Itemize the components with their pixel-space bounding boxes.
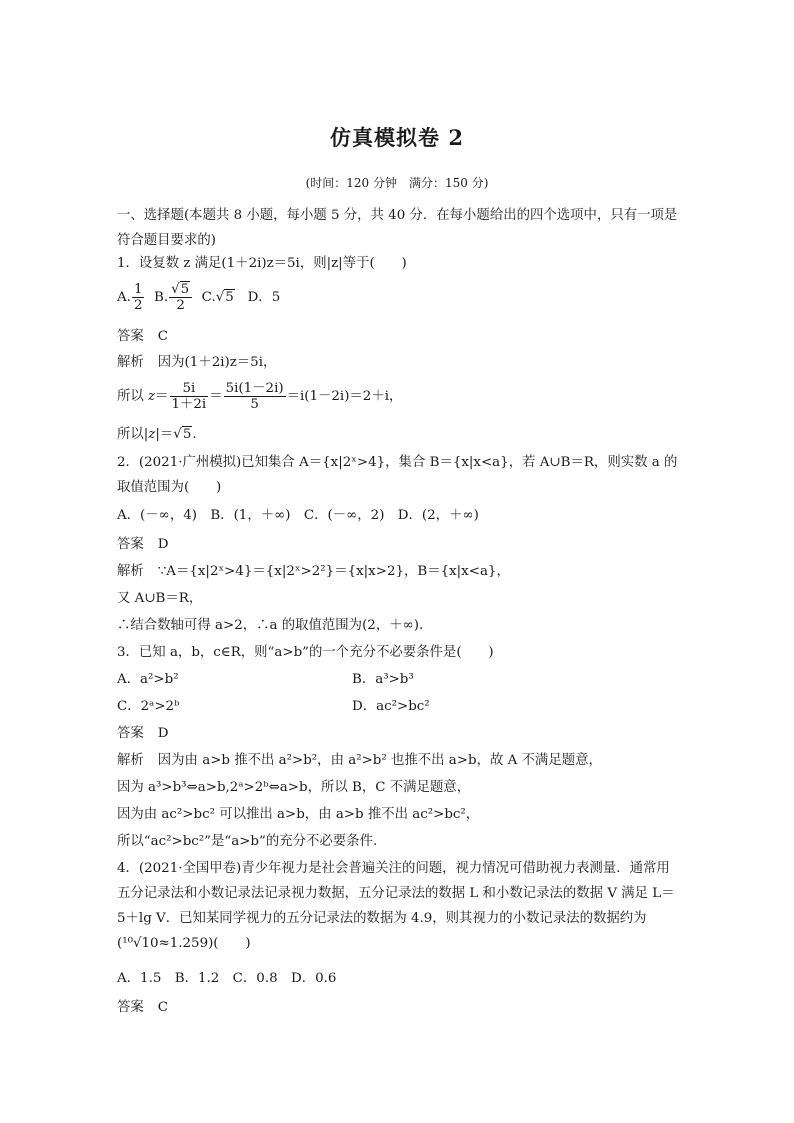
answer-label: 答案 bbox=[117, 1000, 144, 1015]
q4-options: A．1.5 B．1.2 C．0.8 D．0.6 bbox=[117, 971, 337, 986]
q2-analysis-3: ∴结合数轴可得 a>2，∴a 的取值范围为(2，＋∞). bbox=[117, 618, 424, 633]
q1-answer-value: C bbox=[157, 329, 169, 344]
exam-meta: (时间：120 分钟 满分：150 分) bbox=[305, 176, 489, 190]
q1-analysis-3: 所以|z|＝√5. bbox=[117, 427, 197, 442]
q3-analysis-3: 因为由 ac²>bc² 可以推出 a>b，由 a>b 推不出 ac²>bc²， bbox=[117, 807, 480, 822]
q4-stem: 4．(2021·全国甲卷)青少年视力是社会普遍关注的问题，视力情况可借助视力表测量．通常用五分记录法和小数记录法记录视力数据，五分记录法的数据 L 和小数记录法的数据 V 满足 L＝5＋lg V．已知某同学视力的五分记录法的数据为 4.9，则其视力的小数记录法的数据约为(¹⁰√10≈1.259)( ) bbox=[117, 861, 675, 951]
q2-analysis-2: 又 A∪B＝R， bbox=[117, 591, 203, 606]
q2-analysis-1 bbox=[117, 563, 510, 581]
q1-analysis-text-1: 因为(1＋2i)z＝5i， bbox=[157, 355, 277, 370]
q2-answer bbox=[117, 536, 169, 554]
q1-stem: 1．设复数 z 满足(1＋2i)z＝5i，则|z|等于( ) bbox=[117, 256, 407, 271]
q1-analysis-1 bbox=[117, 354, 276, 372]
answer-label: 答案 bbox=[117, 329, 144, 344]
q2-stem: 2．(2021·广州模拟)已知集合 A＝{x|2ˣ>4}，集合 B＝{x|x<a}，若 A∪B＝R，则实数 a 的取值范围为( ) bbox=[117, 455, 678, 495]
q3-analysis-text-1: 因为由 a>b 推不出 a²>b²，由 a²>b² 也推不出 a>b，故 A 不满足题意， bbox=[157, 753, 602, 768]
q1-answer bbox=[117, 328, 168, 346]
q2-options: A．(－∞，4) B．(1，＋∞) C．(－∞，2) D．(2，＋∞) bbox=[117, 508, 479, 523]
section-header: 一、选择题(本题共 8 小题，每小题 5 分，共 40 分．在每小题给出的四个选项中，只有一项是符合题目要求的) bbox=[117, 208, 678, 248]
q4-answer-value: C bbox=[157, 1000, 169, 1015]
q2-answer-value: D bbox=[157, 537, 169, 552]
q1-analysis-2: 所以 z＝ $\frac{5i}{1+2i}$ ＝ $\frac{5i(1-2i)}{5}$ ＝i(1－2i)＝2＋i， bbox=[117, 381, 403, 412]
q3-answer-value: D bbox=[157, 726, 169, 741]
analysis-label: 解析 bbox=[117, 753, 144, 768]
q3-stem: 3．已知 a，b，c∈R，则“a>b”的一个充分不必要条件是( ) bbox=[117, 645, 494, 660]
q3-option-d: D．ac²>bc² bbox=[352, 699, 430, 714]
q3-analysis-1 bbox=[117, 752, 602, 770]
q3-analysis-4: 所以“ac²>bc²”是“a>b”的充分不必要条件. bbox=[117, 834, 378, 849]
q3-option-a: A．a²>b² bbox=[117, 672, 179, 687]
analysis-label: 解析 bbox=[117, 564, 144, 579]
q3-option-c: C．2ᵃ>2ᵇ bbox=[117, 699, 180, 714]
q3-analysis-2: 因为 a³>b³⇔a>b,2ᵃ>2ᵇ⇔a>b，所以 B，C 不满足题意， bbox=[117, 780, 471, 795]
q3-answer bbox=[117, 725, 169, 743]
q1-options: A. $\frac{1}{2}$ B. $\frac{√5}{2}$ C.√5 D．5 bbox=[117, 282, 281, 313]
q4-answer bbox=[117, 999, 168, 1017]
q3-option-b: B．a³>b³ bbox=[352, 672, 414, 687]
answer-label: 答案 bbox=[117, 537, 144, 552]
answer-label: 答案 bbox=[117, 726, 144, 741]
page-title: 仿真模拟卷 2 bbox=[330, 125, 464, 150]
analysis-label: 解析 bbox=[117, 355, 144, 370]
q2-analysis-text-1: ∵A＝{x|2ˣ>4}＝{x|2ˣ>2²}＝{x|x>2}，B＝{x|x<a}， bbox=[157, 564, 510, 579]
